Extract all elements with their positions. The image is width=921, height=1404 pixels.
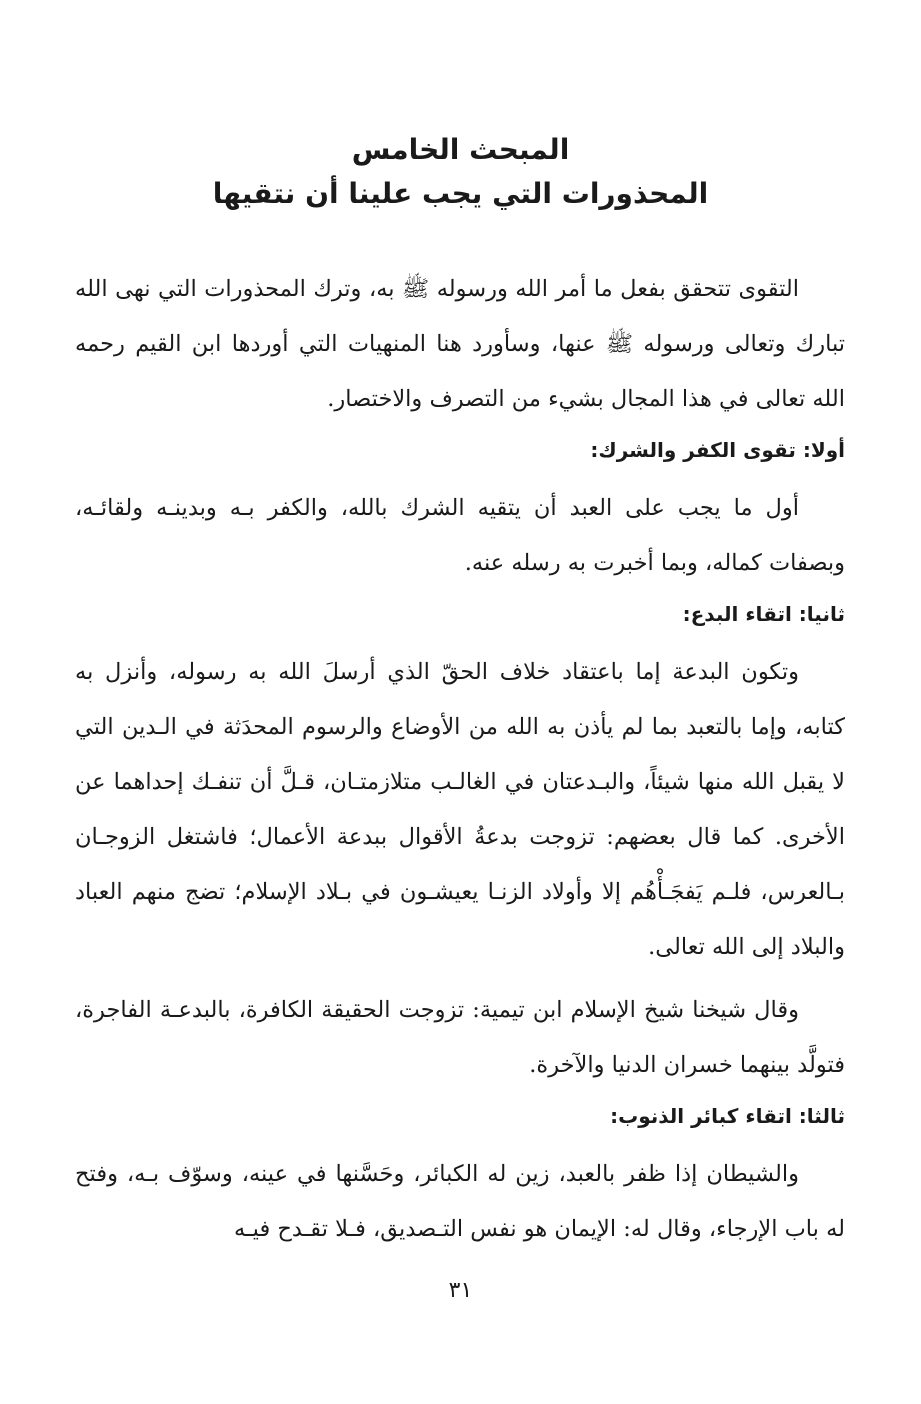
page-body <box>75 262 845 1265</box>
chapter-title: المبحث الخامس <box>351 133 570 166</box>
section-heading-2: ثانيا: اتقاء البدع: <box>682 602 845 626</box>
section-2-paragraph-2: وقال شيخنا شيخ الإسلام ابن تيمية: تزوجت الحقيقة الكافرة، بالبدعـة الفاجرة، فتولَّد بينهما خسران الدنيا والآخرة. <box>75 997 845 1078</box>
section-3-paragraph: والشيطان إذا ظفر بالعبد، زين له الكبائر، وحَسَّنها في عينه، وسوّف بـه، وفتح له باب الإرجاء، وقال له: الإيمان هو نفس التـصديق، فـلا تقـدح فيـه <box>75 1161 845 1242</box>
section-1-paragraph: أول ما يجب على العبد أن يتقيه الشرك بالله، والكفر بـه وبدينـه ولقائـه، وبصفات كماله، وبما أخبرت به رسله عنه. <box>75 495 845 576</box>
section-heading-1: أولا: تقوى الكفر والشرك: <box>590 438 845 462</box>
section-heading-3: ثالثا: اتقاء كبائر الذنوب: <box>610 1104 845 1128</box>
title-block <box>0 128 921 216</box>
chapter-subtitle: المحذورات التي يجب علينا أن نتقيها <box>212 177 709 210</box>
section-2-paragraph-1: وتكون البدعة إما باعتقاد خلاف الحقّ الذي أرسلَ الله به رسوله، وأنزل به كتابه، وإما بالتعبد بما لم يأذن به الله من الأوضاع والرسوم المحدَثة في الـدين التي لا يقبل الله منها شيئاً، والبـدعتان في الغالـب متلازمتـان، قـلَّ أن تنفـك إحداهما عن الأخرى. كما قال بعضهم: تزوجت بدعةُ الأقوال ببدعة الأعمال؛ فاشتغل الزوجـان بـالعرس، فلـم يَفجَـأْهُم إلا وأولاد الزنـا يعيشـون في بـلاد الإسلام؛ تضج منهم العباد والبلاد إلى الله تعالى. <box>75 659 845 960</box>
intro-paragraph: التقوى تتحقق بفعل ما أمر الله ورسوله ﷺ به، وترك المحذورات التي نهى الله تبارك وتعالى ورسوله ﷺ عنها، وسأورد هنا المنهيات التي أوردها ابن القيم رحمه الله تعالى في هذا المجال بشيء من التصرف والاختصار. <box>75 276 845 412</box>
page-number: ٣١ <box>448 1278 473 1303</box>
